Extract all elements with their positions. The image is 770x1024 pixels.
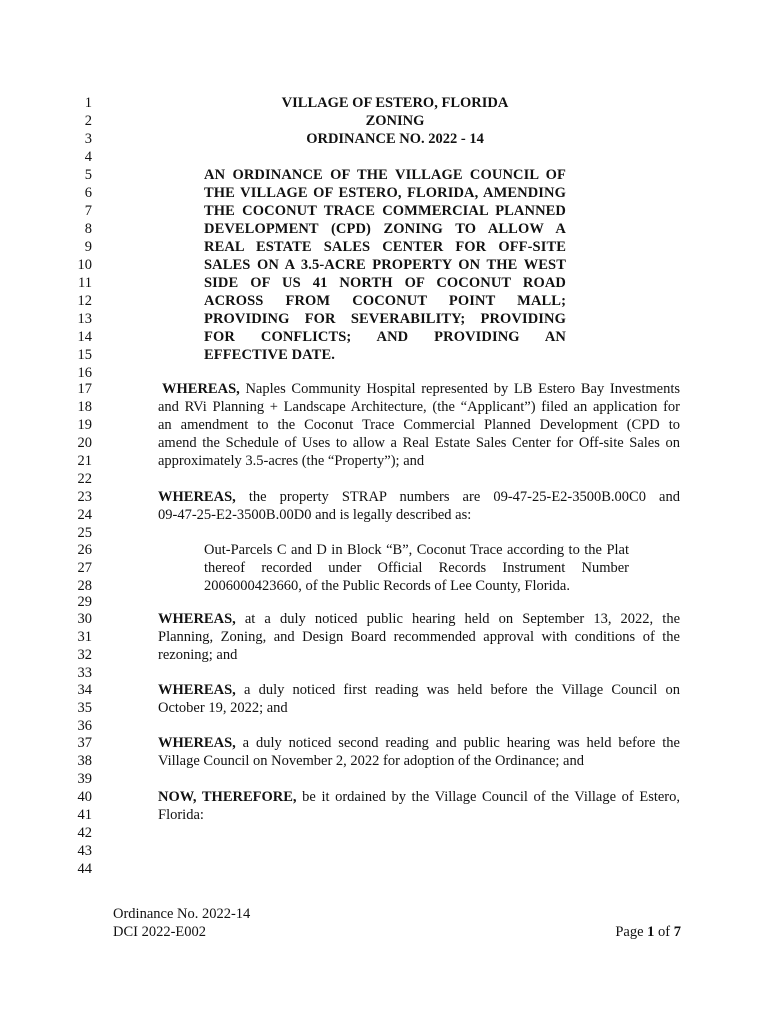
line-number: 15 bbox=[77, 347, 92, 363]
whereas-3-line: Planning, Zoning, and Design Board recommended approval with conditions of the bbox=[158, 629, 680, 645]
line-number: 29 bbox=[77, 594, 92, 610]
whereas-4-line: October 19, 2022; and bbox=[158, 700, 288, 716]
whereas-3-line bbox=[158, 610, 680, 628]
municipality-heading: VILLAGE OF ESTERO, FLORIDA bbox=[281, 95, 509, 111]
page-label: Page bbox=[615, 924, 648, 940]
line-number: 8 bbox=[84, 221, 92, 237]
title-line: PROVIDING FOR SEVERABILITY; PROVIDING bbox=[204, 311, 566, 327]
line-number: 25 bbox=[77, 525, 92, 541]
whereas-5-line bbox=[158, 734, 680, 752]
line-number: 4 bbox=[84, 149, 92, 165]
now-therefore-lead: NOW, THEREFORE, bbox=[158, 789, 297, 805]
line-number: 28 bbox=[77, 578, 92, 594]
legal-description-line: thereof recorded under Official Records Instrument Number bbox=[204, 560, 629, 576]
line-number: 5 bbox=[84, 167, 92, 183]
line-number: 2 bbox=[84, 113, 92, 129]
line-number: 40 bbox=[77, 789, 92, 805]
line-number: 1 bbox=[84, 95, 92, 111]
title-line: FOR CONFLICTS; AND PROVIDING AN bbox=[204, 329, 566, 345]
page-current: 1 bbox=[647, 924, 655, 940]
whereas-2-line: 09-47-25-E2-3500B.00D0 and is legally described as: bbox=[158, 507, 472, 523]
line-number: 24 bbox=[77, 507, 92, 523]
line-number: 32 bbox=[77, 647, 92, 663]
line-number: 6 bbox=[84, 185, 92, 201]
line-number: 14 bbox=[77, 329, 92, 345]
whereas-4-line bbox=[158, 681, 680, 699]
title-line: DEVELOPMENT (CPD) ZONING TO ALLOW A bbox=[204, 221, 566, 237]
title-line: ACROSS FROM COCONUT POINT MALL; bbox=[204, 293, 566, 309]
whereas-lead: WHEREAS, bbox=[162, 381, 240, 397]
whereas-lead: WHEREAS, bbox=[158, 611, 236, 627]
line-number: 36 bbox=[77, 718, 92, 734]
line-number: 39 bbox=[77, 771, 92, 787]
line-number: 9 bbox=[84, 239, 92, 255]
line-number: 17 bbox=[77, 381, 92, 397]
whereas-text: Naples Community Hospital represented by LB Estero Bay Investments bbox=[239, 381, 680, 397]
footer-dci-number: DCI 2022-E002 bbox=[113, 924, 207, 940]
now-therefore-line: Florida: bbox=[158, 807, 204, 823]
whereas-1-line bbox=[162, 380, 680, 398]
whereas-1-line: an amendment to the Coconut Trace Commercial Planned Development (CPD to bbox=[158, 417, 680, 433]
line-number: 44 bbox=[77, 861, 92, 877]
line-number: 23 bbox=[77, 489, 92, 505]
whereas-5-line: Village Council on November 2, 2022 for adoption of the Ordinance; and bbox=[158, 753, 584, 769]
line-number: 13 bbox=[77, 311, 92, 327]
title-line: THE VILLAGE OF ESTERO, FLORIDA, AMENDING bbox=[204, 185, 566, 201]
line-number: 10 bbox=[77, 257, 92, 273]
line-number: 21 bbox=[77, 453, 92, 469]
whereas-text: a duly noticed second reading and public hearing was held before the bbox=[235, 735, 680, 751]
line-number: 3 bbox=[84, 131, 92, 147]
title-line: SIDE OF US 41 NORTH OF COCONUT ROAD bbox=[204, 275, 566, 291]
title-line: AN ORDINANCE OF THE VILLAGE COUNCIL OF bbox=[204, 167, 566, 183]
legal-description-line: 2006000423660, of the Public Records of Lee County, Florida. bbox=[204, 578, 570, 594]
line-number: 42 bbox=[77, 825, 92, 841]
line-number: 34 bbox=[77, 682, 92, 698]
ordinance-number-heading: ORDINANCE NO. 2022 - 14 bbox=[306, 131, 484, 147]
whereas-lead: WHEREAS, bbox=[158, 682, 236, 698]
whereas-lead: WHEREAS, bbox=[158, 489, 236, 505]
legal-description-line: Out-Parcels C and D in Block “B”, Coconut Trace according to the Plat bbox=[204, 542, 629, 558]
title-line: SALES ON A 3.5-ACRE PROPERTY ON THE WEST bbox=[204, 257, 566, 273]
page-total: 7 bbox=[673, 924, 681, 940]
line-number: 27 bbox=[77, 560, 92, 576]
line-number: 26 bbox=[77, 542, 92, 558]
line-number: 35 bbox=[77, 700, 92, 716]
footer-page-indicator bbox=[615, 923, 681, 941]
line-number: 20 bbox=[77, 435, 92, 451]
line-number: 41 bbox=[77, 807, 92, 823]
whereas-1-line: approximately 3.5-acres (the “Property”); and bbox=[158, 453, 425, 469]
whereas-text: the property STRAP numbers are 09-47-25-E2-3500B.00C0 and bbox=[235, 489, 680, 505]
page-of-label: of bbox=[654, 924, 674, 940]
whereas-1-line: and RVi Planning + Landscape Architecture, (the “Applicant”) filed an application for bbox=[158, 399, 680, 415]
line-number: 43 bbox=[77, 843, 92, 859]
now-therefore-line bbox=[158, 788, 680, 806]
line-number: 31 bbox=[77, 629, 92, 645]
line-number: 12 bbox=[77, 293, 92, 309]
now-therefore-text: be it ordained by the Village Council of the Village of Estero, bbox=[296, 789, 681, 805]
title-line: EFFECTIVE DATE. bbox=[204, 347, 335, 363]
line-number: 22 bbox=[77, 471, 92, 487]
line-number: 18 bbox=[77, 399, 92, 415]
line-number: 30 bbox=[77, 611, 92, 627]
whereas-3-line: rezoning; and bbox=[158, 647, 238, 663]
whereas-1-line: amend the Schedule of Uses to allow a Real Estate Sales Center for Off-site Sales on bbox=[158, 435, 680, 451]
line-number: 37 bbox=[77, 735, 92, 751]
line-number: 33 bbox=[77, 665, 92, 681]
whereas-2-line bbox=[158, 488, 680, 506]
title-line: THE COCONUT TRACE COMMERCIAL PLANNED bbox=[204, 203, 566, 219]
category-heading: ZONING bbox=[365, 113, 425, 129]
line-number: 16 bbox=[77, 365, 92, 381]
whereas-text: at a duly noticed public hearing held on September 13, 2022, the bbox=[235, 611, 680, 627]
title-line: REAL ESTATE SALES CENTER FOR OFF-SITE bbox=[204, 239, 566, 255]
line-number: 38 bbox=[77, 753, 92, 769]
line-number: 11 bbox=[78, 275, 92, 291]
whereas-lead: WHEREAS, bbox=[158, 735, 236, 751]
line-number: 7 bbox=[84, 203, 92, 219]
whereas-text: a duly noticed first reading was held before the Village Council on bbox=[235, 682, 680, 698]
line-number: 19 bbox=[77, 417, 92, 433]
footer-ordinance-number: Ordinance No. 2022-14 bbox=[113, 906, 251, 922]
